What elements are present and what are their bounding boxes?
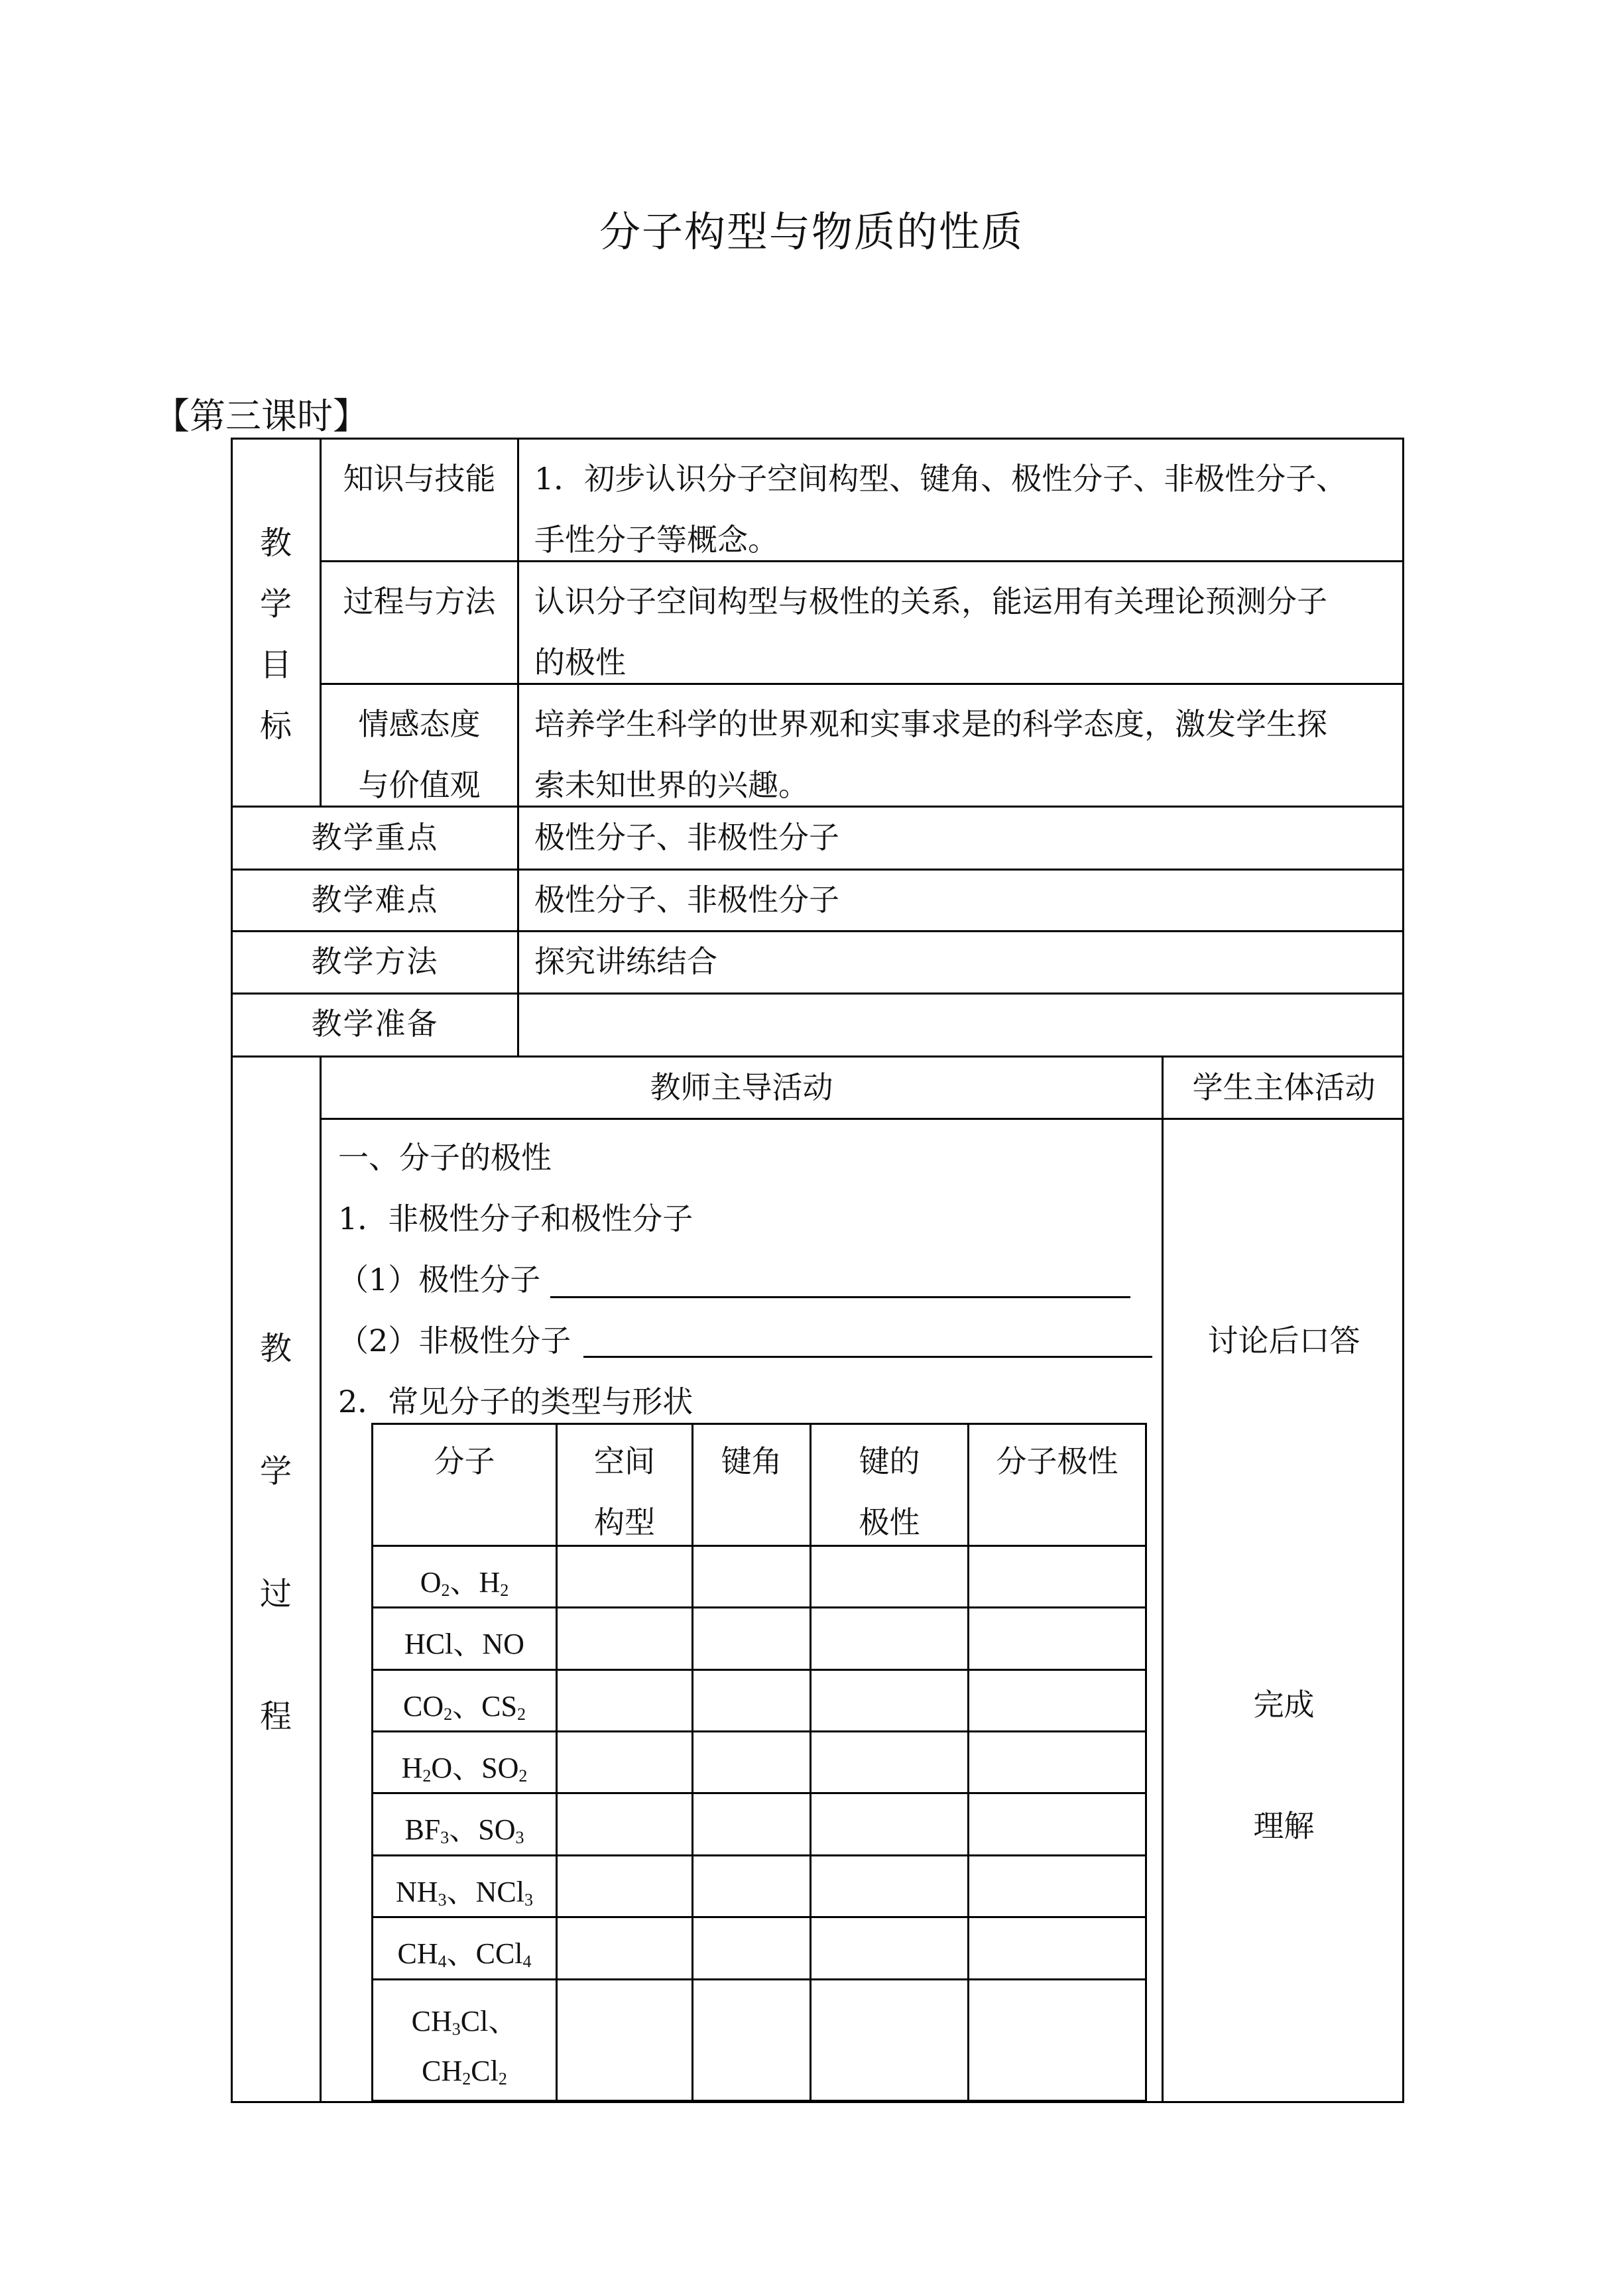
sub-item-polar: （1）极性分子 — [338, 1262, 541, 1298]
section-heading: 一、分子的极性 — [338, 1140, 552, 1176]
student-activity-header: 学生主体活动 — [1192, 1069, 1376, 1105]
answer-blank-nonpolar[interactable] — [583, 1356, 1152, 1358]
molecule-row-8-line-1: $CH_3Cl$、 — [411, 2005, 518, 2039]
molecule-row-8-line-2: $CH_2Cl_2$ — [422, 2055, 507, 2088]
student-note-complete: 完成 — [1253, 1687, 1315, 1722]
molecule-row-5: $BF_3$、$SO_3$ — [404, 1813, 524, 1847]
molecule-row-6: $NH_3$、NCl$_3$ — [396, 1876, 533, 1909]
table-header: 空间 构型 — [594, 1443, 655, 1540]
molecule-row-1: $O_2$、$H_2$ — [420, 1566, 509, 1600]
item-heading-2: 2．常见分子的类型与形状 — [338, 1384, 693, 1420]
sub-item-nonpolar: （2）非极性分子 — [338, 1323, 571, 1359]
session-label: 【第三课时】 — [154, 395, 369, 437]
molecule-row-2: HCl、NO — [404, 1628, 524, 1660]
table-header: 分子 — [434, 1443, 495, 1479]
molecule-row-4: $H_2O$、$SO_2$ — [401, 1752, 528, 1785]
student-note-discuss: 讨论后口答 — [1207, 1323, 1360, 1359]
table-header: 键的 极性 — [859, 1443, 920, 1540]
answer-blank-polar[interactable] — [550, 1296, 1130, 1298]
table-header: 键角 — [721, 1443, 782, 1479]
table-header: 分子极性 — [996, 1443, 1118, 1479]
student-note-understand: 理解 — [1253, 1808, 1315, 1844]
page-title: 分子构型与物质的性质 — [599, 208, 1024, 256]
molecule-row-3: $CO_2$、$CS_2$ — [403, 1690, 526, 1724]
teacher-activity-header: 教师主导活动 — [650, 1069, 833, 1105]
item-heading-1: 1．非极性分子和极性分子 — [338, 1201, 693, 1237]
molecule-row-7: $CH_4$、CCl$_4$ — [397, 1937, 532, 1971]
